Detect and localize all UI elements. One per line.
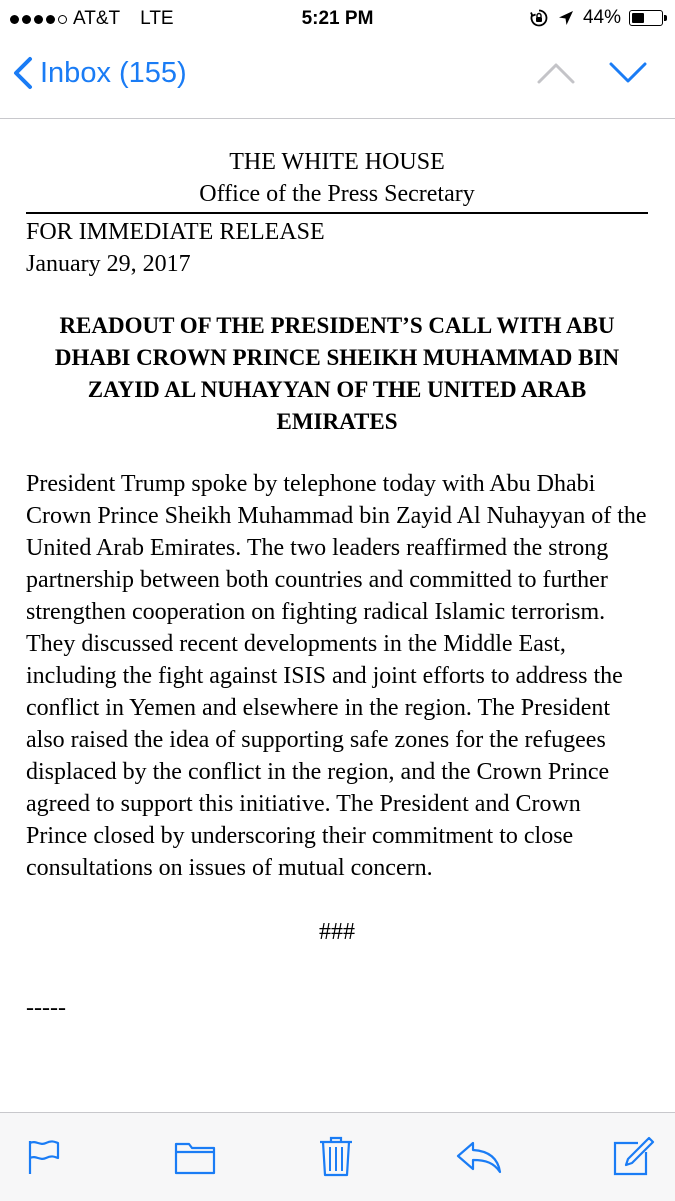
battery-percent: 44% [582, 7, 621, 28]
signature-separator: ----- [26, 995, 66, 1021]
battery-icon [629, 10, 663, 26]
press-release-title: READOUT OF THE PRESIDENT’S CALL WITH ABU DHABI CROWN PRINCE SHEIKH MUHAMMAD BIN ZAYID AL NUHAYYAN OF THE UNITED ARAB EMIRATES [54, 313, 620, 434]
org-office: Office of the Press Secretary [199, 181, 475, 207]
status-bar [0, 0, 675, 38]
battery-level [632, 13, 644, 23]
header-divider [26, 212, 648, 214]
back-label: Inbox (155) [40, 56, 187, 89]
back-to-inbox-button[interactable] [12, 56, 187, 90]
status-time: 5:21 PM [301, 8, 374, 29]
email-body [26, 118, 648, 1024]
bottom-toolbar [0, 1112, 675, 1201]
chevron-left-icon [12, 56, 34, 90]
release-date: January 29, 2017 [26, 251, 191, 277]
navigation-bar [0, 38, 675, 119]
org-name: THE WHITE HOUSE [229, 149, 445, 175]
flag-icon[interactable] [27, 1139, 61, 1175]
end-mark: ### [319, 919, 355, 945]
email-header [26, 146, 648, 210]
carrier-label: AT&T [73, 8, 121, 29]
reply-icon[interactable] [455, 1139, 503, 1175]
status-right [529, 7, 663, 29]
release-label: FOR IMMEDIATE RELEASE [26, 219, 325, 245]
trash-icon[interactable] [318, 1135, 354, 1177]
previous-message-icon[interactable] [536, 60, 576, 86]
folder-icon[interactable] [174, 1139, 216, 1175]
next-message-icon[interactable] [608, 60, 648, 86]
location-arrow-icon [557, 9, 575, 27]
orientation-lock-icon [529, 8, 549, 28]
press-release-body: President Trump spoke by telephone today with Abu Dhabi Crown Prince Sheikh Muhammad bin Zayid Al Nuhayyan of the United Arab Emirates. The two leaders reaffirmed the strong partnership between both countries and committed to further strengthen cooperation on fighting radical Islamic terrorism. They discussed recent developments in the Middle East, including the fight against ISIS and joint efforts to address the conflict in Yemen and elsewhere in the region. The President also raised the idea of supporting safe zones for the refugees displaced by the conflict in the region, and the Crown Prince agreed to support this initiative. The President and Crown Prince closed by underscoring their commitment to close consultations on issues of mutual concern. [26, 471, 647, 881]
compose-icon[interactable] [612, 1135, 656, 1177]
network-label: LTE [140, 8, 174, 29]
